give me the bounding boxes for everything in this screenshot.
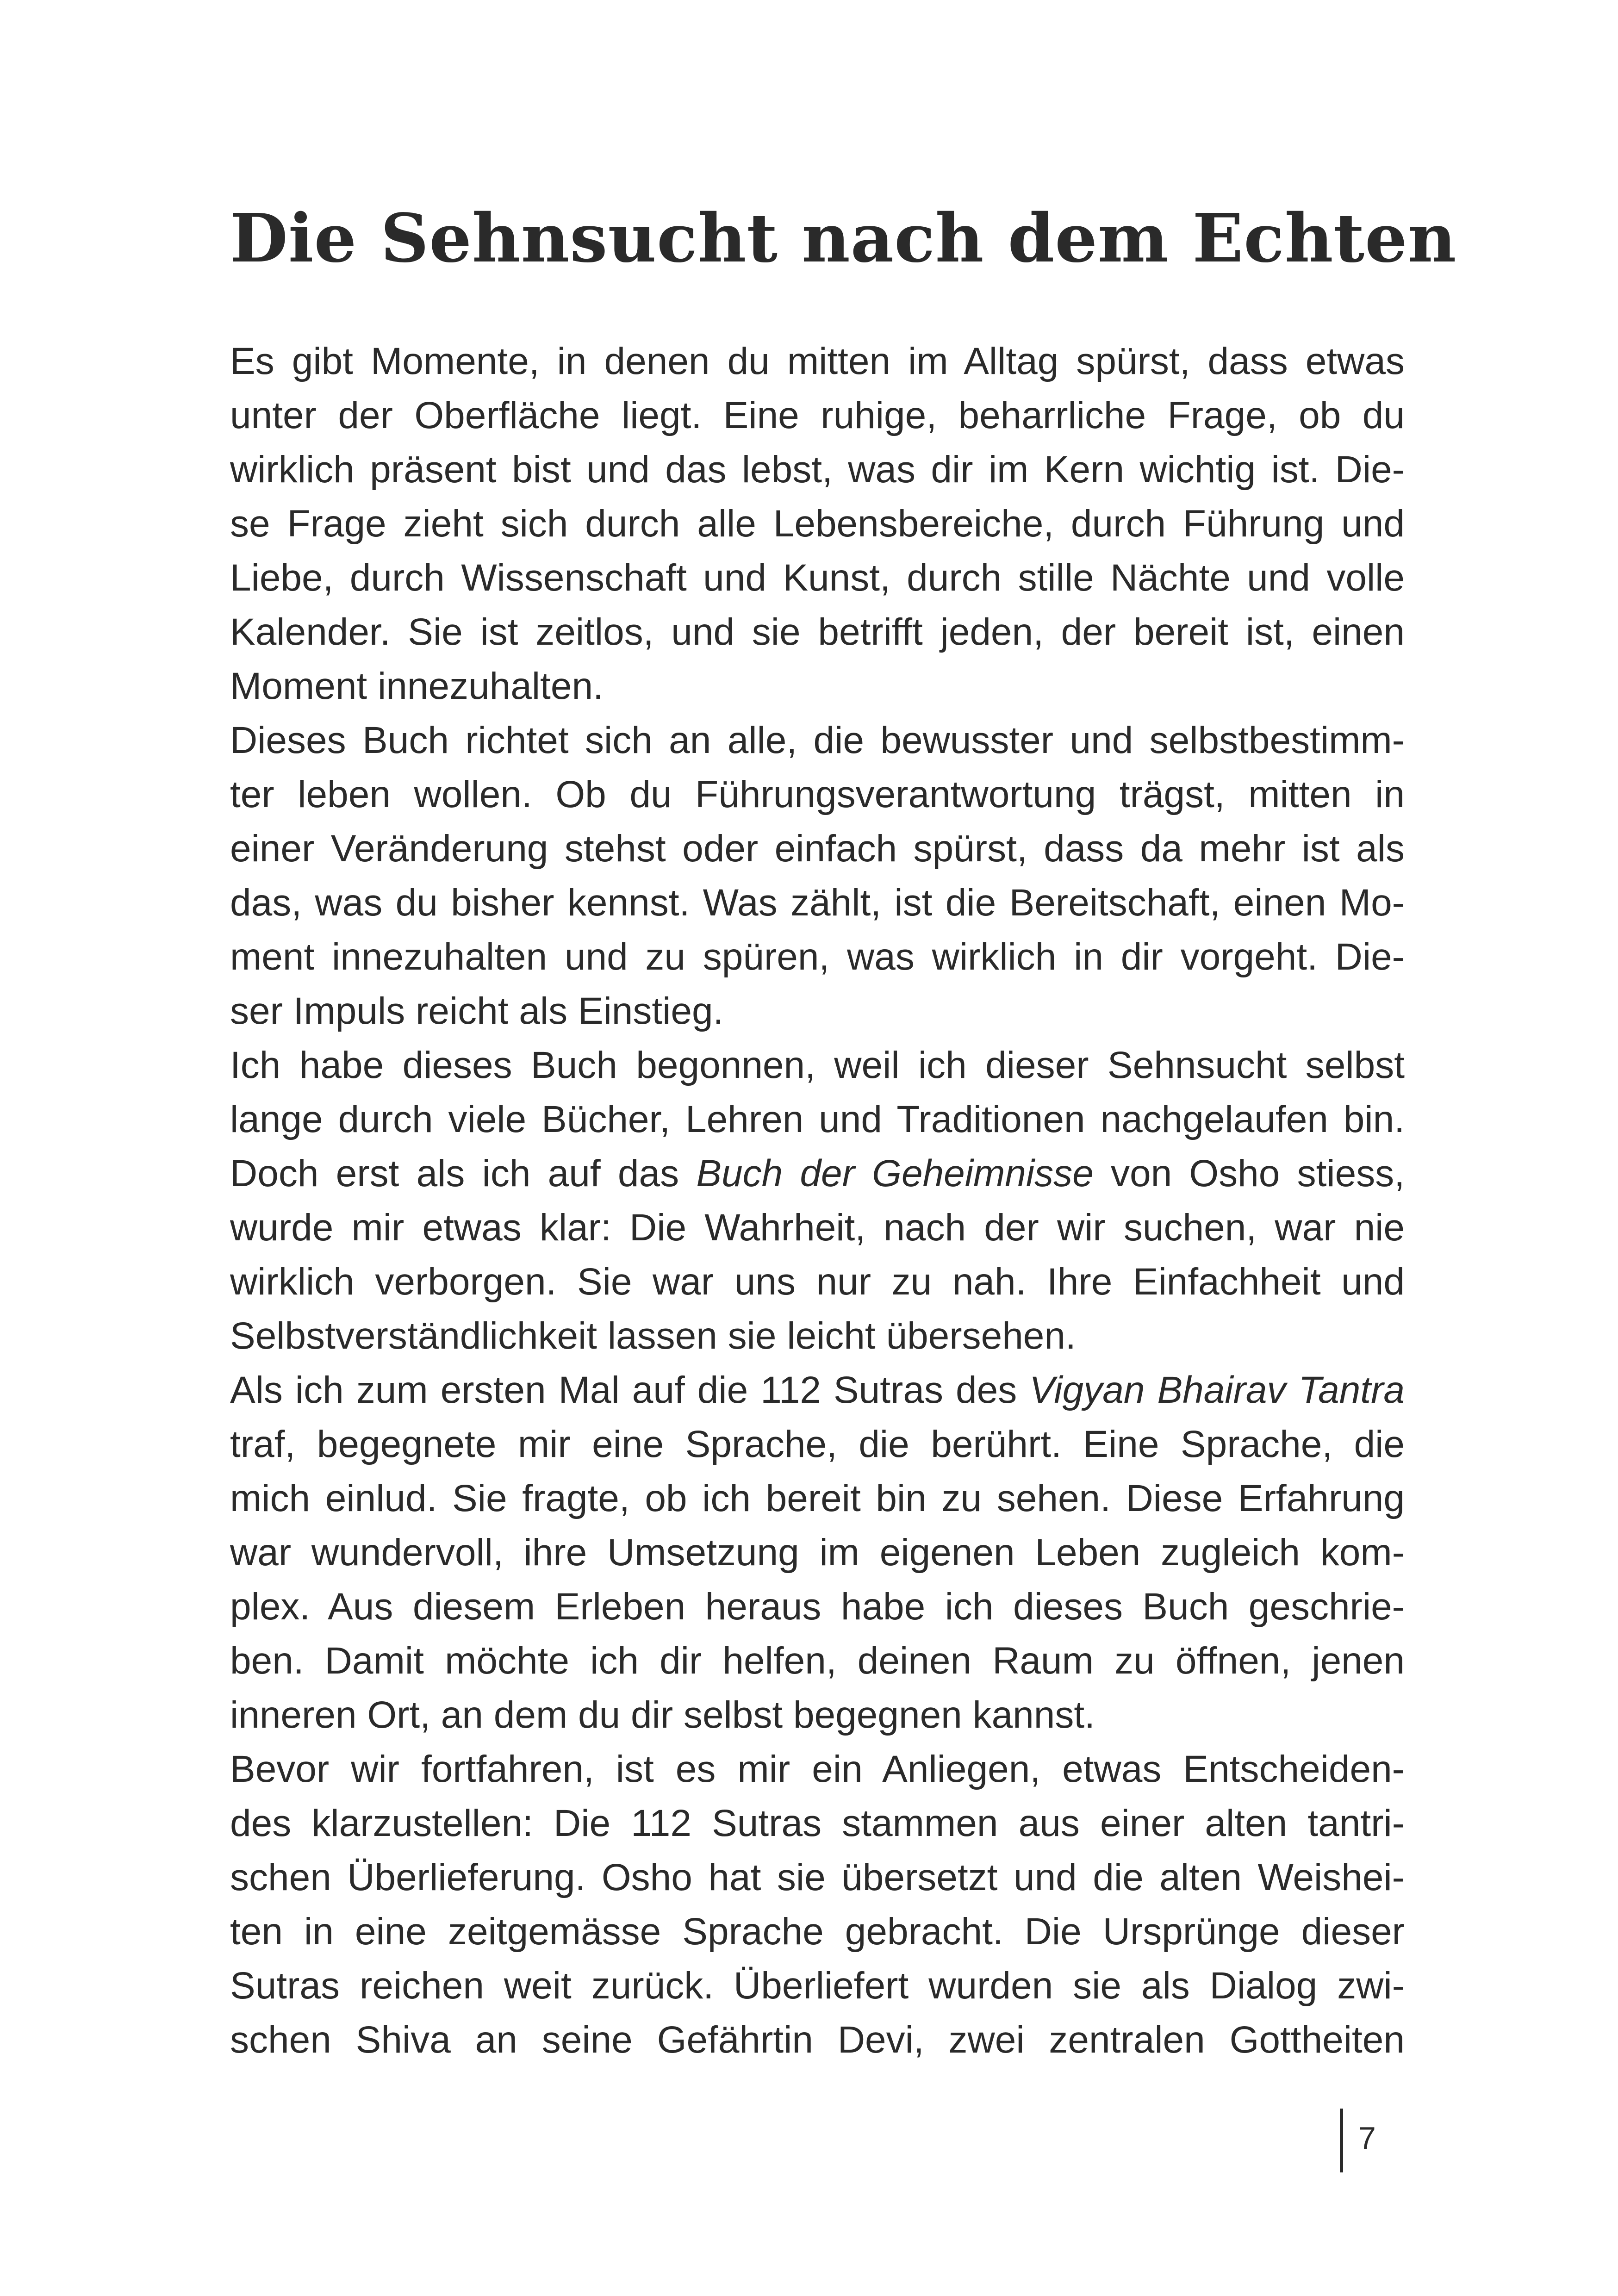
text-line: schen Shiva an seine Gefährtin Devi, zwei zentralen Gottheiten: [230, 2019, 1405, 2061]
text-line: se Frage zieht sich durch alle Lebensbereiche, durch Führung und: [230, 503, 1405, 545]
body-text: [230, 334, 1405, 2067]
text-line: ment innezuhalten und zu spüren, was wirklich in dir vorgeht. Die-: [230, 936, 1405, 978]
text-line: Liebe, durch Wissenschaft und Kunst, durch stille Nächte und volle: [230, 557, 1405, 599]
page-number: 7: [1358, 2121, 1376, 2156]
text-line: wirklich präsent bist und das lebst, was dir im Kern wichtig ist. Die-: [230, 448, 1405, 491]
text-line: unter der Oberfläche liegt. Eine ruhige, beharrliche Frage, ob du: [230, 394, 1405, 436]
book-title-italic: Buch der Geheimnisse: [696, 1152, 1094, 1195]
text-line: Ich habe dieses Buch begonnen, weil ich dieser Sehnsucht selbst: [230, 1044, 1405, 1086]
text-line: das, was du bisher kennst. Was zählt, ist die Bereitschaft, einen Mo-: [230, 882, 1405, 924]
book-title-italic: Vigyan Bhairav Tantra: [1029, 1369, 1405, 1411]
text-line: [230, 1146, 1405, 1201]
text-line: Moment innezuhalten.: [230, 665, 604, 707]
text-line: einer Veränderung stehst oder einfach spürst, dass da mehr ist als: [230, 828, 1405, 870]
text-line: ben. Damit möchte ich dir helfen, deinen Raum zu öffnen, jenen: [230, 1640, 1405, 1682]
text-line: ter leben wollen. Ob du Führungsverantwortung trägst, mitten in: [230, 773, 1405, 815]
text-line: wirklich verborgen. Sie war uns nur zu nah. Ihre Einfachheit und: [230, 1261, 1405, 1303]
text-line: wurde mir etwas klar: Die Wahrheit, nach der wir suchen, war nie: [230, 1207, 1405, 1249]
text-line: mich einlud. Sie fragte, ob ich bereit bin zu sehen. Diese Erfahrung: [230, 1477, 1405, 1519]
text-line: Selbstverständlichkeit lassen sie leicht übersehen.: [230, 1315, 1076, 1357]
text-line: lange durch viele Bücher, Lehren und Traditionen nachgelaufen bin.: [230, 1098, 1405, 1140]
text-line: Dieses Buch richtet sich an alle, die bewusster und selbstbestimm-: [230, 719, 1405, 761]
text-line: plex. Aus diesem Erleben heraus habe ich dieses Buch geschrie-: [230, 1586, 1405, 1628]
page-number-rule: [1340, 2109, 1343, 2172]
text-line: ser Impuls reicht als Einstieg.: [230, 990, 724, 1032]
text-line: war wundervoll, ihre Umsetzung im eigenen Leben zugleich kom-: [230, 1531, 1405, 1574]
text-segment: von Osho stiess,: [1093, 1152, 1405, 1195]
text-line: ten in eine zeitgemässe Sprache gebracht. Die Ursprünge dieser: [230, 1910, 1405, 1953]
text-line: Kalender. Sie ist zeitlos, und sie betrifft jeden, der bereit ist, einen: [230, 611, 1405, 653]
chapter-title: Die Sehnsucht nach dem Echten: [230, 199, 1457, 277]
text-segment: Doch erst als ich auf das: [230, 1152, 697, 1195]
text-line: Sutras reichen weit zurück. Überliefert wurden sie als Dialog zwi-: [230, 1965, 1405, 2007]
text-line: inneren Ort, an dem du dir selbst begegnen kannst.: [230, 1694, 1095, 1736]
text-line: traf, begegnete mir eine Sprache, die berührt. Eine Sprache, die: [230, 1423, 1405, 1465]
text-line: des klarzustellen: Die 112 Sutras stammen aus einer alten tantri-: [230, 1802, 1405, 1844]
text-line: Bevor wir fortfahren, ist es mir ein Anliegen, etwas Entscheiden-: [230, 1748, 1405, 1790]
text-line: [230, 1363, 1405, 1417]
text-line: schen Überlieferung. Osho hat sie übersetzt und die alten Weishei-: [230, 1856, 1405, 1898]
text-line: Es gibt Momente, in denen du mitten im Alltag spürst, dass etwas: [230, 340, 1405, 382]
text-segment: Als ich zum ersten Mal auf die 112 Sutras des: [230, 1369, 1030, 1411]
